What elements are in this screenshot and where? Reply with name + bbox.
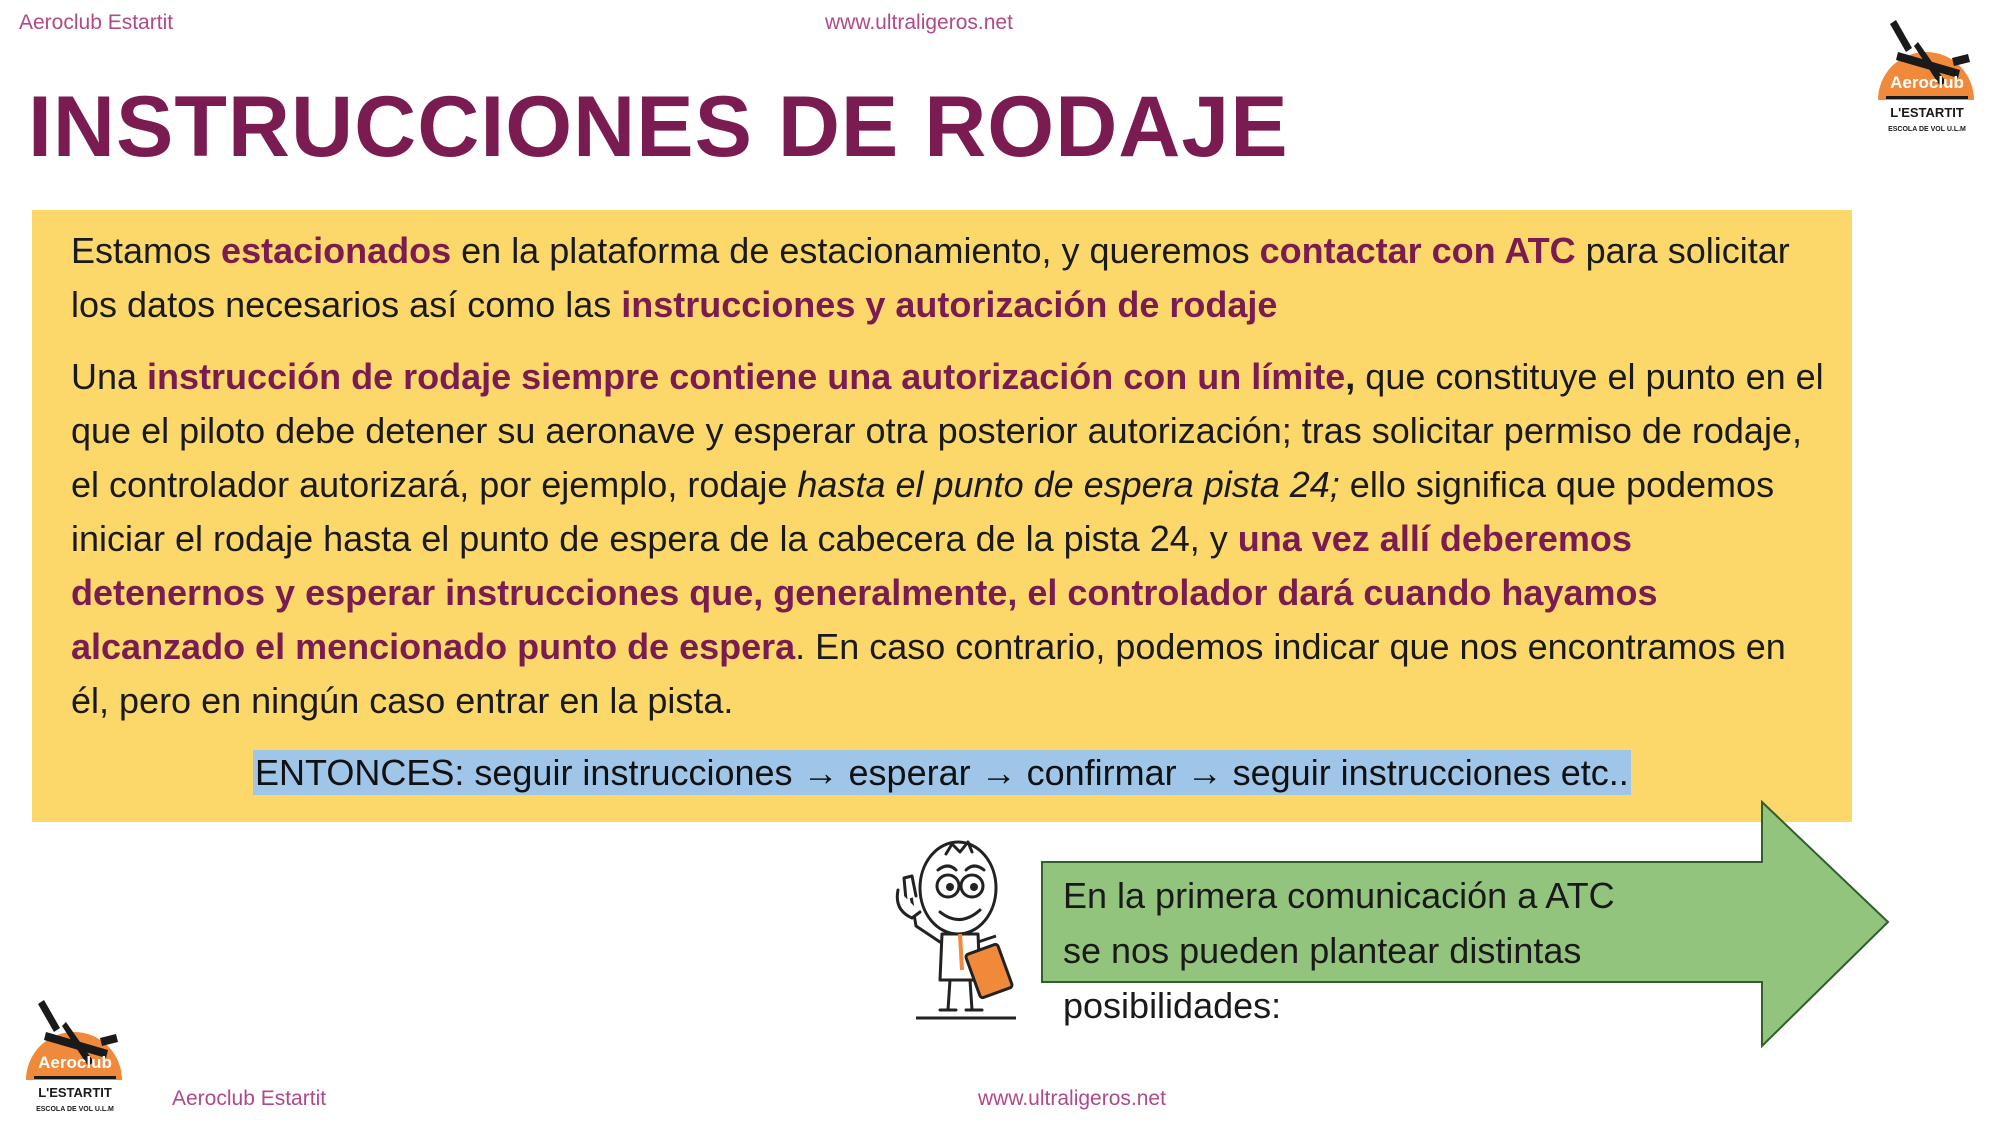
paragraph-2: [71, 350, 1831, 728]
para1-text-3: para solicitar los datos necesarios así como las: [71, 230, 1790, 325]
callout-text: En la primera comunicación a ATC se nos pueden plantear distintas posibilidades:: [1063, 875, 1615, 1026]
aeroclub-logo-top: [1868, 12, 1986, 140]
summary-highlight: ENTONCES: seguir instrucciones → esperar → confirmar → seguir instrucciones etc..: [255, 752, 1629, 793]
footer-left-text: Aeroclub Estartit: [172, 1087, 327, 1110]
para2-italic: hasta el punto de espera pista 24;: [797, 464, 1340, 505]
logo-name-text: Aeroclub: [1890, 73, 1964, 92]
aeroclub-logo-icon: [16, 992, 134, 1120]
para2-highlight-2: una vez allí deberemos detenernos y esperar instrucciones que, generalmente, el controlador dará cuando hayamos alcanzado el mencionado punto de espera: [71, 518, 1658, 667]
thinking-character-icon: [876, 830, 1036, 1025]
para1-highlight-3: instrucciones y autorización de rodaje: [621, 284, 1278, 325]
page-title: INSTRUCCIONES DE RODAJE: [28, 79, 1289, 175]
footer-center-text: www.ultraligeros.net: [978, 1087, 1166, 1110]
para2-text-2: que constituye el punto en el que el piloto debe detener su aeronave y esperar otra posterior autorización; tras solicitar permiso de rodaje, el controlador autorizará, por ejemplo, rodaje: [71, 356, 1824, 505]
paragraph-1: [71, 224, 1831, 332]
para1-text-2: en la plataforma de estacionamiento, y queremos: [451, 230, 1260, 271]
logo-subtitle-text: L'ESTARTIT: [1890, 105, 1964, 120]
logo-name-text: Aeroclub: [38, 1053, 112, 1072]
para2-comma: ,: [1345, 356, 1356, 397]
header-center-text: www.ultraligeros.net: [825, 11, 1013, 34]
aeroclub-logo-icon: [1868, 12, 1986, 140]
para2-text-3: ello significa que podemos iniciar el rodaje hasta el punto de espera de la cabecera de la pista 24, y: [71, 464, 1775, 559]
para2-text-4: . En caso contrario, podemos indicar que nos encontramos en él, pero en ningún caso entrar en la pista.: [71, 626, 1786, 721]
para2-highlight-1: instrucción de rodaje siempre contiene una autorización con un límite: [147, 356, 1346, 397]
aeroclub-logo-bottom: [16, 992, 134, 1120]
para2-text-1: Una: [71, 356, 148, 397]
logo-subtitle-text: L'ESTARTIT: [38, 1085, 112, 1100]
para1-text-1: Estamos: [71, 230, 222, 271]
para1-highlight-1: estacionados: [221, 230, 452, 271]
header-left-text: Aeroclub Estartit: [19, 11, 174, 34]
para1-highlight-2: contactar con ATC: [1259, 230, 1576, 271]
logo-tagline-text: ESCOLA DE VOL U.L.M: [36, 1106, 114, 1113]
logo-tagline-text: ESCOLA DE VOL U.L.M: [1888, 126, 1966, 133]
